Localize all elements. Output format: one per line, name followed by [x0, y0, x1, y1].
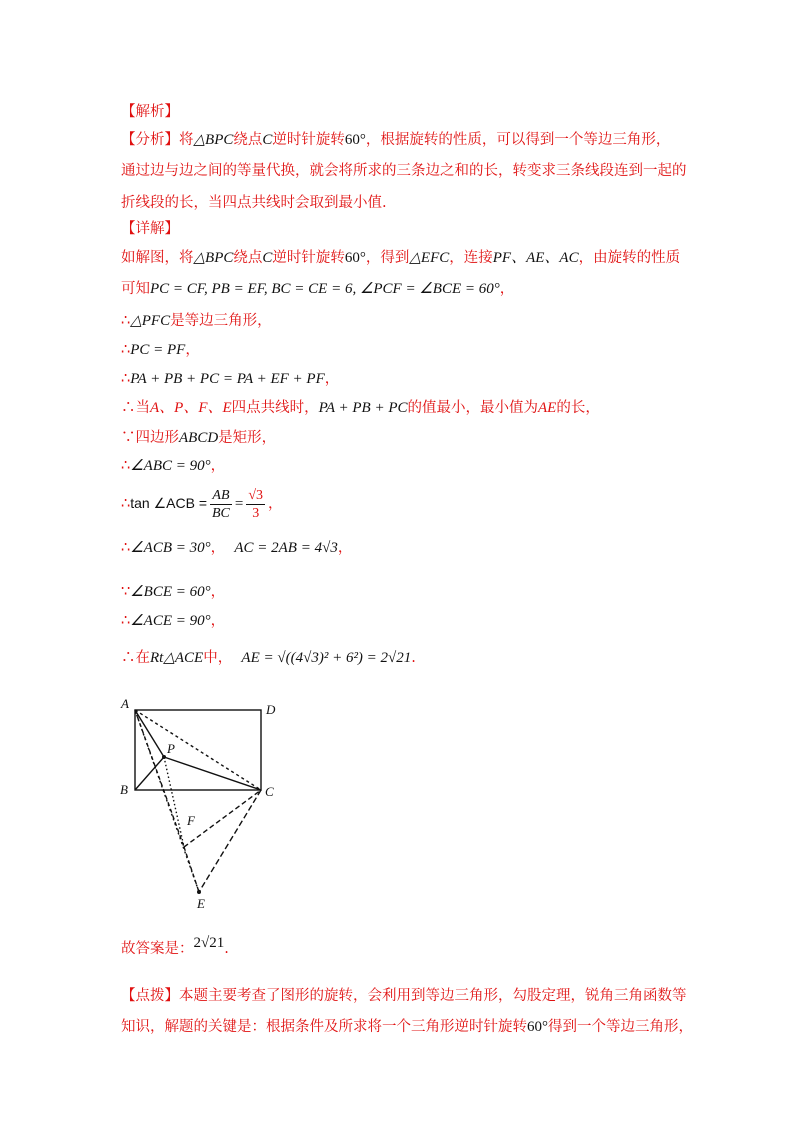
- label-a: A: [121, 696, 129, 711]
- point-p: [162, 755, 166, 759]
- answer-line: 故答案是：2√21.: [121, 935, 229, 957]
- segment-pf-dotted: [164, 757, 184, 847]
- point-e: [197, 890, 201, 894]
- segment-af-dashed: [135, 710, 184, 847]
- geometry-figure: [115, 692, 295, 917]
- detail-line-2: 可知PC = CF, PB = EF, BC = CE = 6, ∠PCF = ∠BCE = 60°，: [121, 281, 515, 297]
- detail-line-1: 如解图，将△BPC绕点C逆时针旋转60°，得到△EFC，连接PF、AE、AC，由旋转的性质: [121, 250, 681, 266]
- detail-line-5: ∴PA + PB + PC = PA + EF + PF，: [121, 371, 340, 387]
- tips-line-1: 【点拨】本题主要考查了图形的旋转，会利用到等边三角形，勾股定理，锐角三角函数等: [121, 988, 687, 1004]
- tips-line-2: 知识，解题的关键是：根据条件及所求将一个三角形逆时针旋转60°得到一个等边三角形，: [121, 1019, 693, 1035]
- analysis-line-3: 折线段的长，当四点共线时会取到最小值.: [121, 195, 387, 211]
- detail-header: 【详解】: [121, 221, 179, 237]
- section-header-jiexi: 【解析】: [121, 104, 179, 120]
- detail-line-12: ∴∠ACE = 90°，: [121, 613, 226, 629]
- segment-pc: [164, 757, 261, 790]
- detail-line-6: ∴当A、P、F、E四点共线时，PA + PB + PC的值最小，最小值为AE的长，: [121, 400, 600, 416]
- fraction-sqrt3-3: $\frac{√3}{3}$: [248, 487, 264, 521]
- analysis-tag: 【分析】: [121, 132, 179, 148]
- tips-tag: 【点拨】: [121, 988, 179, 1004]
- fraction-ab-bc: $\frac{AB}{BC}$: [212, 487, 230, 521]
- label-d: D: [266, 702, 276, 717]
- detail-line-13: ∴在Rt△ACE中， AE = √((4√3)² + 6²) = 2√21.: [121, 650, 416, 666]
- answer-value: 2√21: [193, 935, 225, 951]
- label-f: F: [187, 813, 195, 828]
- label-e: E: [197, 896, 205, 911]
- segment-pb: [135, 757, 164, 790]
- analysis-line-1: 【分析】将△BPC绕点C逆时针旋转60°，根据旋转的性质，可以得到一个等边三角形，: [121, 132, 671, 148]
- label-p: P: [167, 741, 175, 756]
- segment-ac-dashed: [135, 710, 261, 790]
- detail-line-7: ∵四边形ABCD是矩形，: [121, 430, 277, 446]
- detail-line-9: ∴tan ∠ACB = $\frac{AB}{BC}$ = $\frac{√3}{3}$ ，: [121, 487, 283, 521]
- detail-line-3: ∴△PFC是等边三角形，: [121, 313, 272, 329]
- label-b: B: [120, 782, 128, 797]
- detail-line-10: ∴∠ACB = 30°， AC = 2AB = 4√3，: [121, 540, 353, 556]
- segment-fc-dashed: [184, 790, 261, 847]
- segment-ce: [199, 790, 261, 892]
- detail-line-11: ∵∠BCE = 60°，: [121, 584, 226, 600]
- label-c: C: [265, 784, 274, 799]
- detail-line-4: ∴PC = PF，: [121, 342, 200, 358]
- detail-line-8: ∴∠ABC = 90°，: [121, 458, 226, 474]
- analysis-line-2: 通过边与边之间的等量代换，就会将所求的三条边之和的长，转变求三条线段连到一起的: [121, 163, 687, 179]
